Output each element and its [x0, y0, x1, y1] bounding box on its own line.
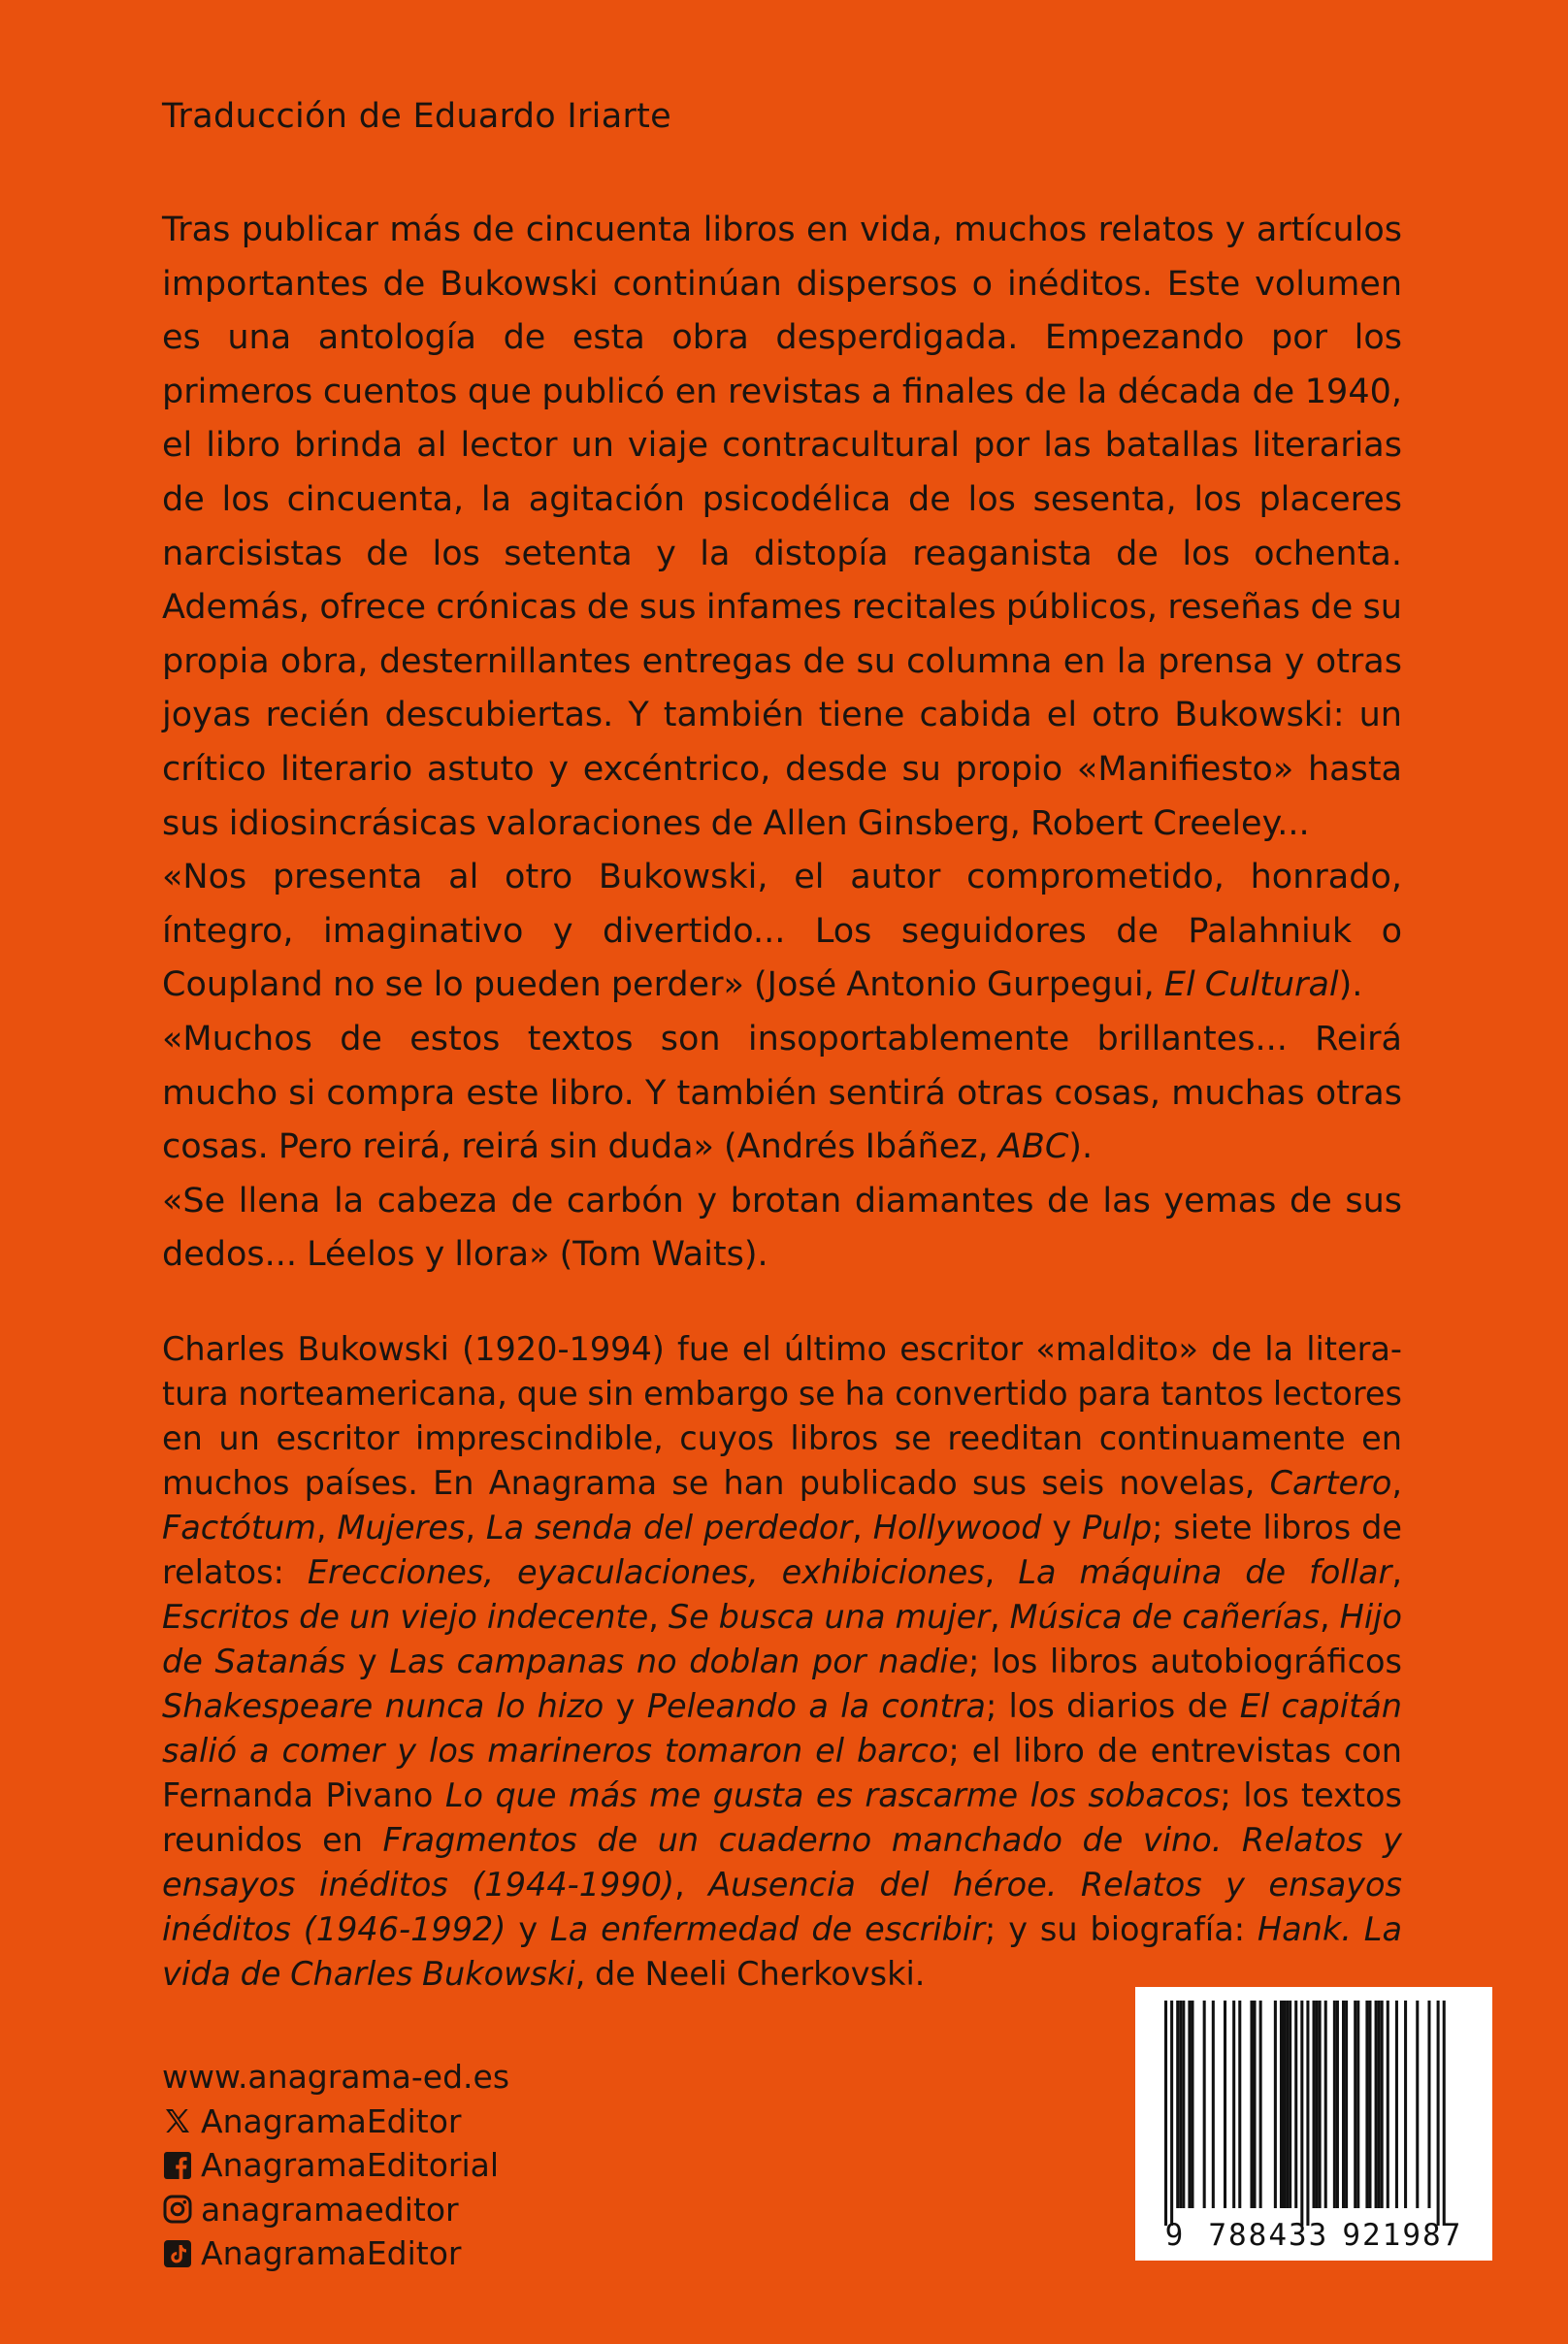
isbn-number	[1135, 2218, 1492, 2253]
book-title: Se busca una mujer	[668, 1598, 990, 1636]
facebook-link[interactable]	[162, 2143, 509, 2188]
bio-text: ,	[674, 1866, 709, 1904]
author-bio	[162, 1327, 1402, 1997]
barcode-bar	[1238, 2001, 1241, 2208]
barcode-bar	[1280, 2001, 1283, 2208]
bio-text: ,	[1391, 1464, 1402, 1502]
review-quote-1	[162, 851, 1402, 1013]
x-handle[interactable]: AnagramaEditor	[201, 2101, 462, 2140]
bio-text: y	[345, 1643, 390, 1680]
book-title: Escritos de un viejo indecente	[162, 1598, 649, 1636]
barcode-bar	[1427, 2001, 1430, 2208]
barcode-bar	[1416, 2001, 1419, 2208]
barcode-bar	[1170, 2001, 1173, 2226]
synopsis	[162, 204, 1402, 1283]
barcode-bar	[1164, 2001, 1167, 2226]
book-title: El capitán salió a comer y los marineros tomaron el barco	[162, 1687, 1402, 1770]
book-title: Erecciones, eyaculaciones, exhibiciones	[307, 1553, 985, 1591]
isbn-barcode	[1135, 1987, 1492, 2261]
author-bio-text	[162, 1327, 1402, 1997]
book-title: Ausencia del héroe. Relatos y ensayos inéditos (1946-1992)	[162, 1866, 1402, 1948]
book-title: Mujeres	[337, 1509, 466, 1546]
review-quote-2	[162, 1013, 1402, 1175]
synopsis-intro: Tras publicar más de cincuenta libros en vida, muchos relatos y artículos importantes de Bukowski continúan dispersos o inéditos. Este volumen es una antología de esta obra desperdigada. Empezando por los primeros cuentos que publicó en revistas a finales de la década de 1940, el libro brinda al lector un viaje contracultural por las batallas literarias de los cincuenta, la agitación psicodélica de los sesenta, los placeres narcisistas de los setenta y la distopía reaganista de los ochenta. Además, ofrece crónicas de sus infames recitales públicos, reseñas de su propia obra, desternillantes entregas de su columna en la prensa y otras joyas recién descubiertas. Y también tiene cabida el otro Bukowski: un crítico literario astuto y excéntrico, desde su propio «Manifiesto» hasta sus idiosincrásicas valoraciones de Allen Ginsberg, Robert Creeley...	[162, 211, 1402, 843]
bio-text: ,	[984, 1553, 1019, 1591]
quote-source: ABC	[997, 1127, 1069, 1167]
quote-source: El Cultural	[1163, 965, 1339, 1005]
bio-text: ,	[648, 1598, 669, 1636]
barcode-bar	[1443, 2001, 1446, 2226]
book-title: La enfermedad de escribir	[550, 1910, 986, 1948]
x-link[interactable]	[162, 2100, 509, 2144]
barcode-bar	[1333, 2001, 1336, 2208]
barcode-bar	[1354, 2001, 1356, 2208]
x-icon	[162, 2105, 193, 2136]
quote-end: ).	[1068, 1127, 1094, 1167]
barcode-bar	[1176, 2001, 1179, 2208]
bio-text: ,	[990, 1598, 1010, 1636]
bio-text: ; siete libros de relatos:	[162, 1509, 1402, 1591]
bio-text: ; los diarios de	[985, 1687, 1240, 1725]
barcode-bar	[1274, 2001, 1277, 2208]
bio-text: ; los libros autobiográficos	[968, 1643, 1402, 1680]
website-link[interactable]	[162, 2055, 509, 2100]
instagram-link[interactable]	[162, 2188, 509, 2232]
instagram-handle[interactable]: anagramaeditor	[201, 2190, 459, 2229]
isbn-group-1: 788433	[1208, 2218, 1329, 2253]
publisher-contacts	[162, 2055, 509, 2276]
barcode-bar	[1191, 2001, 1193, 2208]
book-title: Shakespeare nunca lo hizo	[162, 1687, 604, 1725]
barcode-bar	[1313, 2001, 1316, 2208]
barcode-bar	[1212, 2001, 1215, 2208]
barcode-bar	[1387, 2001, 1389, 2208]
book-title: Hollywood	[872, 1509, 1042, 1546]
barcode-bar	[1286, 2001, 1289, 2208]
barcode-bar	[1289, 2001, 1291, 2208]
barcode-bar	[1294, 2001, 1297, 2208]
isbn-group-2: 921987	[1342, 2218, 1463, 2253]
tiktok-icon	[162, 2238, 193, 2269]
barcode-bar	[1232, 2001, 1235, 2208]
barcode-bar	[1250, 2001, 1253, 2208]
barcode-bar	[1259, 2001, 1262, 2208]
barcode-bar	[1324, 2001, 1327, 2208]
barcode-bar	[1365, 2001, 1368, 2208]
bio-text: ,	[852, 1509, 873, 1546]
facebook-handle[interactable]: AnagramaEditorial	[201, 2146, 500, 2184]
barcode-bar	[1437, 2001, 1440, 2226]
barcode-bar	[1378, 2001, 1381, 2208]
barcode-bar	[1395, 2001, 1398, 2208]
bio-text: ; el libro de entrevistas con Fernanda Pivano	[162, 1732, 1402, 1814]
barcode-bar	[1381, 2001, 1384, 2208]
book-title: Música de cañerías	[1009, 1598, 1321, 1636]
barcode-bar	[1203, 2001, 1206, 2208]
quote-text: «Nos presenta al otro Bukowski, el autor comprometido, honrado, íntegro, imaginativo y divertido... Los seguidores de Palahniuk o Coupland no se lo pueden perder» (José Antonio Gurpegui,	[162, 858, 1402, 1005]
barcode-bar	[1319, 2001, 1322, 2208]
facebook-icon	[162, 2150, 193, 2181]
bio-text: ,	[315, 1509, 338, 1546]
book-title: La senda del perdedor	[485, 1509, 853, 1546]
book-title: La máquina de follar	[1018, 1553, 1392, 1591]
barcode-bar	[1283, 2001, 1286, 2208]
bio-text: Charles Bukowski (1920-1994) fue el último escritor «maldito» de la literatura norteamericana, que sin embargo se ha convertido para tantos lectores en un escritor imprescindible, cuyos libros se reeditan continuamente en muchos países. En Anagrama se han publicado sus seis novelas,	[162, 1330, 1402, 1502]
website-url[interactable]: www.anagrama-ed.es	[162, 2058, 510, 2096]
isbn-lead-digit: 9	[1164, 2218, 1186, 2253]
barcode-bar	[1182, 2001, 1185, 2208]
bio-text: ; los textos reunidos en	[162, 1776, 1402, 1859]
book-title: Las campanas no doblan por nadie	[389, 1643, 969, 1680]
review-quote-3: «Se llena la cabeza de carbón y brotan diamantes de las yemas de sus dedos... Léelos y llora» (Tom Waits).	[162, 1181, 1402, 1275]
barcode-bar	[1336, 2001, 1339, 2208]
barcode-bar	[1179, 2001, 1182, 2208]
barcode-bar	[1254, 2001, 1257, 2208]
quote-end: ).	[1338, 965, 1363, 1005]
bio-text: y	[604, 1687, 647, 1725]
quote-text: «Muchos de estos textos son insoportablemente brillantes... Reirá mucho si compra este libro. Y también sentirá otras cosas, muchas otras cosas. Pero reirá, reirá sin duda» (Andrés Ibáñez,	[162, 1019, 1402, 1167]
barcode-bar	[1375, 2001, 1378, 2208]
book-title: Peleando a la contra	[646, 1687, 986, 1725]
barcode-bar	[1342, 2001, 1345, 2208]
bio-text: ,	[1320, 1598, 1340, 1636]
book-title: Factótum	[162, 1509, 316, 1546]
instagram-icon	[162, 2194, 193, 2225]
book-title: Lo que más me gusta es rascarme los sobacos	[444, 1776, 1221, 1814]
book-title: Fragmentos de un cuaderno manchado de vino. Relatos y ensayos inéditos (1944-1990)	[162, 1821, 1402, 1904]
barcode-bar	[1316, 2001, 1319, 2208]
barcode-bar	[1404, 2001, 1407, 2208]
tiktok-handle[interactable]: AnagramaEditor	[201, 2234, 462, 2272]
bio-text: ,	[465, 1509, 486, 1546]
bio-text: , de Neeli Cherkovski.	[574, 1955, 926, 1993]
book-title: Hijo de Satanás	[162, 1598, 1402, 1680]
barcode-bar	[1300, 2001, 1303, 2226]
book-title: Hank. La vida de Charles Bukowski	[162, 1910, 1403, 1993]
book-title: Cartero	[1269, 1464, 1392, 1502]
barcode-bar	[1356, 2001, 1359, 2208]
book-title: Pulp	[1082, 1509, 1153, 1546]
translation-credit: Traducción de Eduardo Iriarte	[162, 97, 672, 136]
barcode-bar	[1224, 2001, 1226, 2208]
barcode-bar	[1188, 2001, 1191, 2208]
barcode-bar	[1306, 2001, 1309, 2226]
barcode-bar	[1345, 2001, 1348, 2208]
bio-text: y	[1041, 1509, 1083, 1546]
tiktok-link[interactable]	[162, 2231, 509, 2276]
bio-text: ; y su biografía:	[985, 1910, 1258, 1948]
barcode-bar	[1368, 2001, 1371, 2208]
bio-text: ,	[1391, 1553, 1402, 1591]
bio-text: y	[506, 1910, 551, 1948]
